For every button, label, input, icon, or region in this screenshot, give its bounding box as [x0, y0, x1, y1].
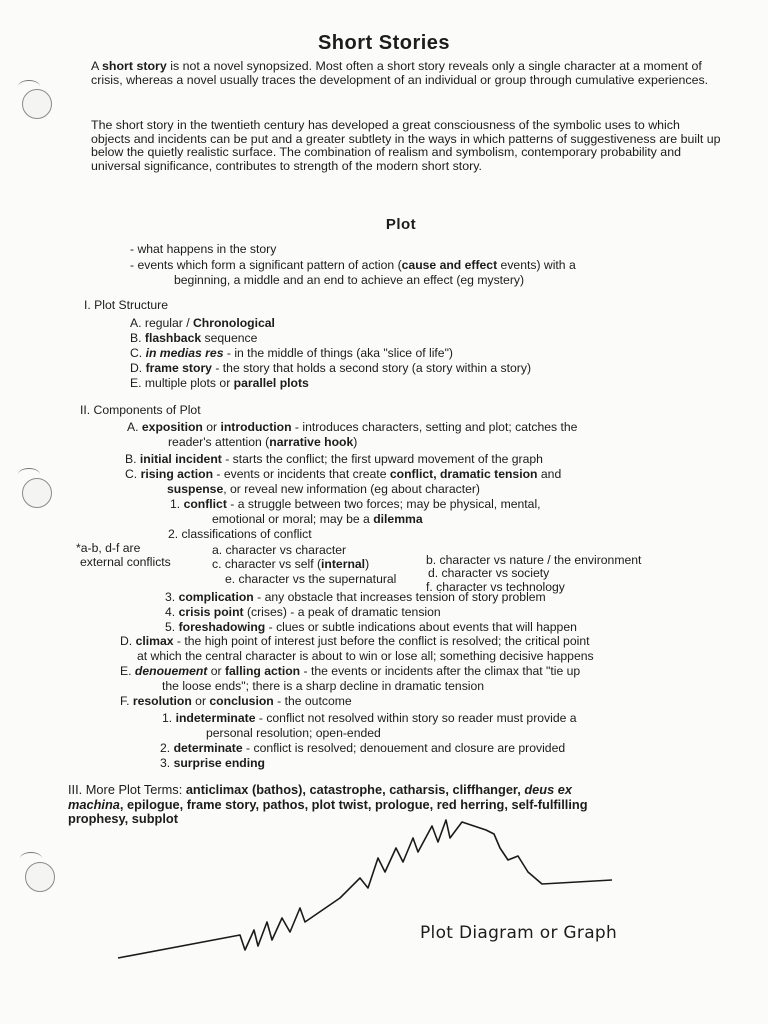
- more-terms-line-3: prophesy, subplot: [68, 811, 178, 826]
- component-c: C. rising action - events or incidents that create conflict, dramatic tension and: [125, 467, 562, 481]
- component-f: F. resolution or conclusion - the outcome: [120, 694, 352, 708]
- plot-def-line-1: - what happens in the story: [130, 242, 277, 256]
- conflict-e: e. character vs the supernatural: [225, 572, 397, 586]
- conflict-c: c. character vs self (internal): [212, 557, 370, 571]
- component-f3: 3. surprise ending: [160, 756, 265, 770]
- component-c1: 1. conflict - a struggle between two forces; may be physical, mental,: [170, 497, 541, 511]
- diagram-caption: Plot Diagram or Graph: [420, 923, 618, 943]
- component-e: E. denouement or falling action - the events or incidents after the climax that "tie up: [120, 664, 581, 678]
- component-f1: 1. indeterminate - conflict not resolved within story so reader must provide a: [162, 711, 577, 725]
- component-c2: 2. classifications of conflict: [168, 527, 312, 541]
- intro-paragraph-2: The short story in the twentieth century has developed a great consciousness of the symbolic uses to which objects and incidents can be put and a greater subtlety in the ways in which patterns of suggestiveness are built up below the quietly realistic surface. The combination of realism and symbolism, contemporary probability and universal significance, contributes to strength of the modern short story.: [91, 118, 721, 173]
- component-b: B. initial incident - starts the conflict; the first upward movement of the graph: [125, 452, 543, 466]
- structure-heading: I. Plot Structure: [84, 298, 168, 312]
- components-heading: II. Components of Plot: [80, 403, 201, 417]
- structure-item-b: B. flashback sequence: [130, 331, 258, 345]
- conflict-d: d. character vs society: [428, 566, 550, 580]
- component-d-cont: at which the central character is about to win or lose all; something decisive happens: [137, 649, 594, 663]
- component-f1-cont: personal resolution; open-ended: [206, 726, 381, 740]
- component-c3: 3. complication - any obstacle that increases tension of story problem: [165, 590, 546, 604]
- component-c5: 5. foreshadowing - clues or subtle indications about events that will happen: [165, 620, 577, 634]
- side-note-line-1: *a-b, d-f are: [76, 541, 141, 555]
- component-a: A. exposition or introduction - introduces characters, setting and plot; catches the: [127, 420, 578, 434]
- component-c4: 4. crisis point (crises) - a peak of dramatic tension: [165, 605, 441, 619]
- component-f2: 2. determinate - conflict is resolved; denouement and closure are provided: [160, 741, 566, 755]
- structure-item-d: D. frame story - the story that holds a second story (a story within a story): [130, 361, 532, 375]
- structure-item-a: A. regular / Chronological: [130, 316, 275, 330]
- component-a-cont: reader's attention (narrative hook): [168, 435, 358, 449]
- conflict-f: f. character vs technology: [426, 580, 565, 594]
- plot-def-line-3: beginning, a middle and an end to achieve an effect (eg mystery): [174, 273, 525, 287]
- component-c-cont: suspense, or reveal new information (eg about character): [167, 482, 480, 496]
- plot-heading: Plot: [385, 216, 417, 233]
- component-d: D. climax - the high point of interest just before the conflict is resolved; the critical point: [120, 634, 590, 648]
- plot-def-line-2: - events which form a significant pattern of action (cause and effect events) with a: [130, 258, 576, 272]
- more-terms-line-1: III. More Plot Terms: anticlimax (bathos), catastrophe, catharsis, cliffhanger, deus ex: [68, 782, 572, 797]
- structure-item-e: E. multiple plots or parallel plots: [130, 376, 309, 390]
- side-note-line-2: external conflicts: [80, 555, 171, 569]
- intro-paragraph-1: A short story is not a novel synopsized. Most often a short story reveals only a single character at a moment of crisis, whereas a novel usually traces the development of an individual or group through cumulative experiences.: [91, 59, 709, 87]
- conflict-b: b. character vs nature / the environment: [426, 553, 642, 567]
- component-c1-cont: emotional or moral; may be a dilemma: [212, 512, 423, 526]
- more-terms-line-2: machina, epilogue, frame story, pathos, plot twist, prologue, red herring, self-fulfilling: [68, 797, 588, 812]
- page-title: Short Stories: [317, 32, 451, 54]
- component-e-cont: the loose ends"; there is a sharp decline in dramatic tension: [162, 679, 485, 693]
- conflict-a: a. character vs character: [212, 543, 347, 557]
- structure-item-c: C. in medias res - in the middle of things (aka "slice of life"): [130, 346, 453, 360]
